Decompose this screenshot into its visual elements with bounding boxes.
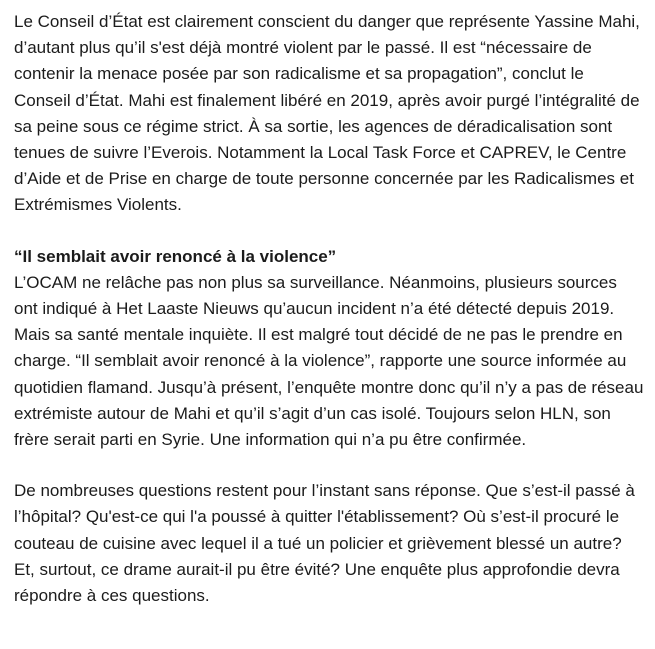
section-heading: “Il semblait avoir renoncé à la violence” <box>14 246 337 266</box>
paragraph-questions: De nombreuses questions restent pour l’instant sans réponse. Que s’est-il passé à l’hôpital? Qu'est-ce qui l'a poussé à quitter l'établissement? Où s’est-il procuré le couteau de cuisine avec lequel il a tué un policier et grièvement blessé un autre? Et, surtout, ce drame aurait-il pu être évité? Une enquête plus approfondie devra répondre à ces questions. <box>14 481 635 606</box>
paragraph-ocam: L’OCAM ne relâche pas non plus sa surveillance. Néanmoins, plusieurs sources ont indiqué à Het Laaste Nieuws qu’aucun incident n’a été détecté depuis 2019. Mais sa santé mentale inquiète. Il est malgré tout décidé de ne pas le prendre en charge. “Il semblait avoir renoncé à la violence”, rapporte une source informée au quotidien flamand. Jusqu’à présent, l’enquête montre donc qu’il n’y a pas de réseau extrémiste autour de Mahi et qu’il s’agit d’un cas isolé. Toujours selon HLN, son frère serait parti en Syrie. Une information qui n’a pu être confirmée. <box>14 272 644 450</box>
paragraph-conseil-etat: Le Conseil d’État est clairement conscient du danger que représente Yassine Mahi, d’autant plus qu’il s'est déjà montré violent par le passé. Il est “nécessaire de contenir la menace posée par son radicalisme et sa propagation”, conclut le Conseil d’État. Mahi est finalement libéré en 2019, après avoir purgé l’intégralité de sa peine sous ce régime strict. À sa sortie, les agences de déradicalisation sont tenues de suivre l’Everois. Notamment la Local Task Force et CAPREV, le Centre d’Aide et de Prise en charge de toute personne concernée par les Radicalismes et Extrémismes Violents. <box>14 12 640 215</box>
